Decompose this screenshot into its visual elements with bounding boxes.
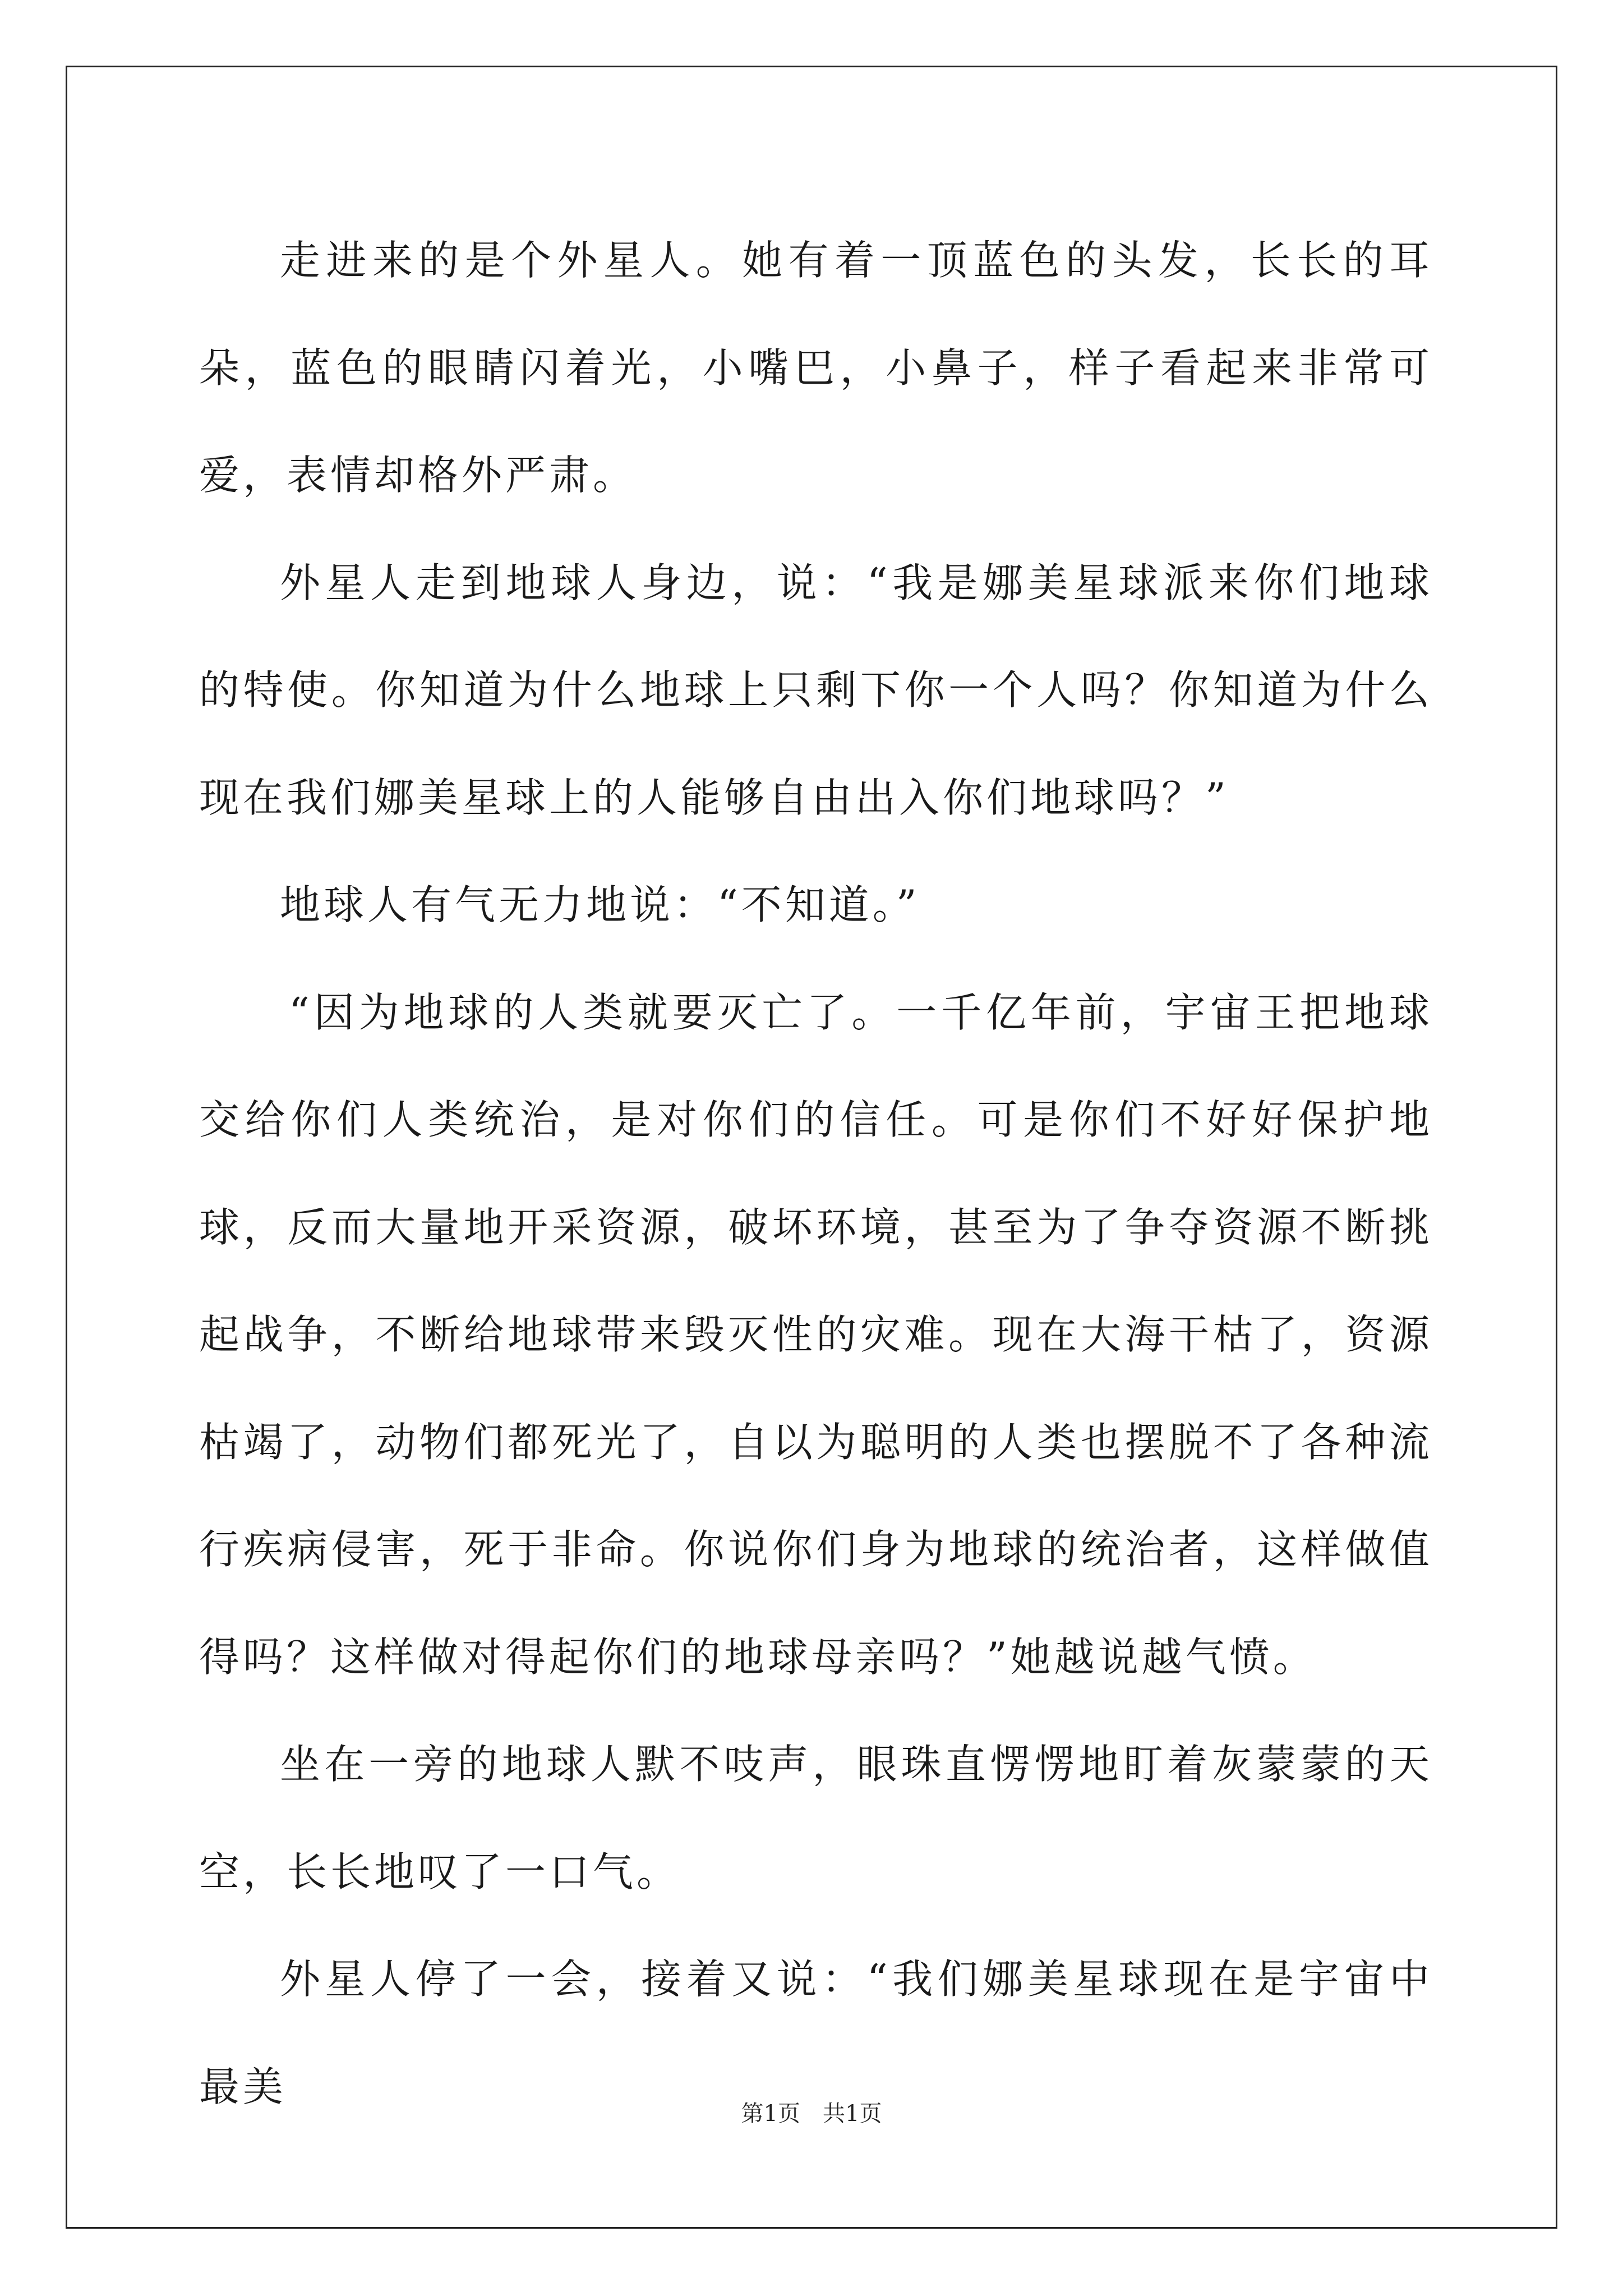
page-number: 第1页 xyxy=(741,2101,800,2127)
paragraph-alien-speech: 外星人走到地球人身边，说：“我是娜美星球派来你们地球的特使。你知道为什么地球上只剩下你一个人吗？你知道为什么现在我们娜美星球上的人能够自由出入你们地球吗？” xyxy=(199,559,1433,821)
paragraph-alien-description: 走进来的是个外星人。她有着一顶蓝色的头发，长长的耳朵，蓝色的眼睛闪着光，小嘴巴，小鼻子，样子看起来非常可爱，表情却格外严肃。 xyxy=(199,237,1433,499)
paragraph-alien-continues: 外星人停了一会，接着又说：“我们娜美星球现在是宇宙中最美 xyxy=(199,1955,1433,2110)
document-body xyxy=(199,207,1433,2141)
paragraph-earthling-reply: 地球人有气无力地说：“不知道。” xyxy=(280,881,920,928)
paragraph-earthling-silence: 坐在一旁的地球人默不吱声，眼珠直愣愣地盯着灰蒙蒙的天空，长长地叹了一口气。 xyxy=(199,1741,1433,1895)
page-footer xyxy=(0,2097,1623,2131)
paragraph-alien-explanation: “因为地球的人类就要灭亡了。一千亿年前，宇宙王把地球交给你们人类统治，是对你们的信任。可是你们不好好保护地球，反而大量地开采资源，破坏环境，甚至为了争夺资源不断挑起战争，不断给地球带来毁灭性的灾难。现在大海干枯了，资源枯竭了，动物们都死光了，自以为聪明的人类也摆脱不了各种流行疾病侵害，死于非命。你说你们身为地球的统治者，这样做值得吗？这样做对得起你们的地球母亲吗？”她越说越气愤。 xyxy=(199,988,1433,1681)
page-total: 共1页 xyxy=(823,2101,882,2127)
